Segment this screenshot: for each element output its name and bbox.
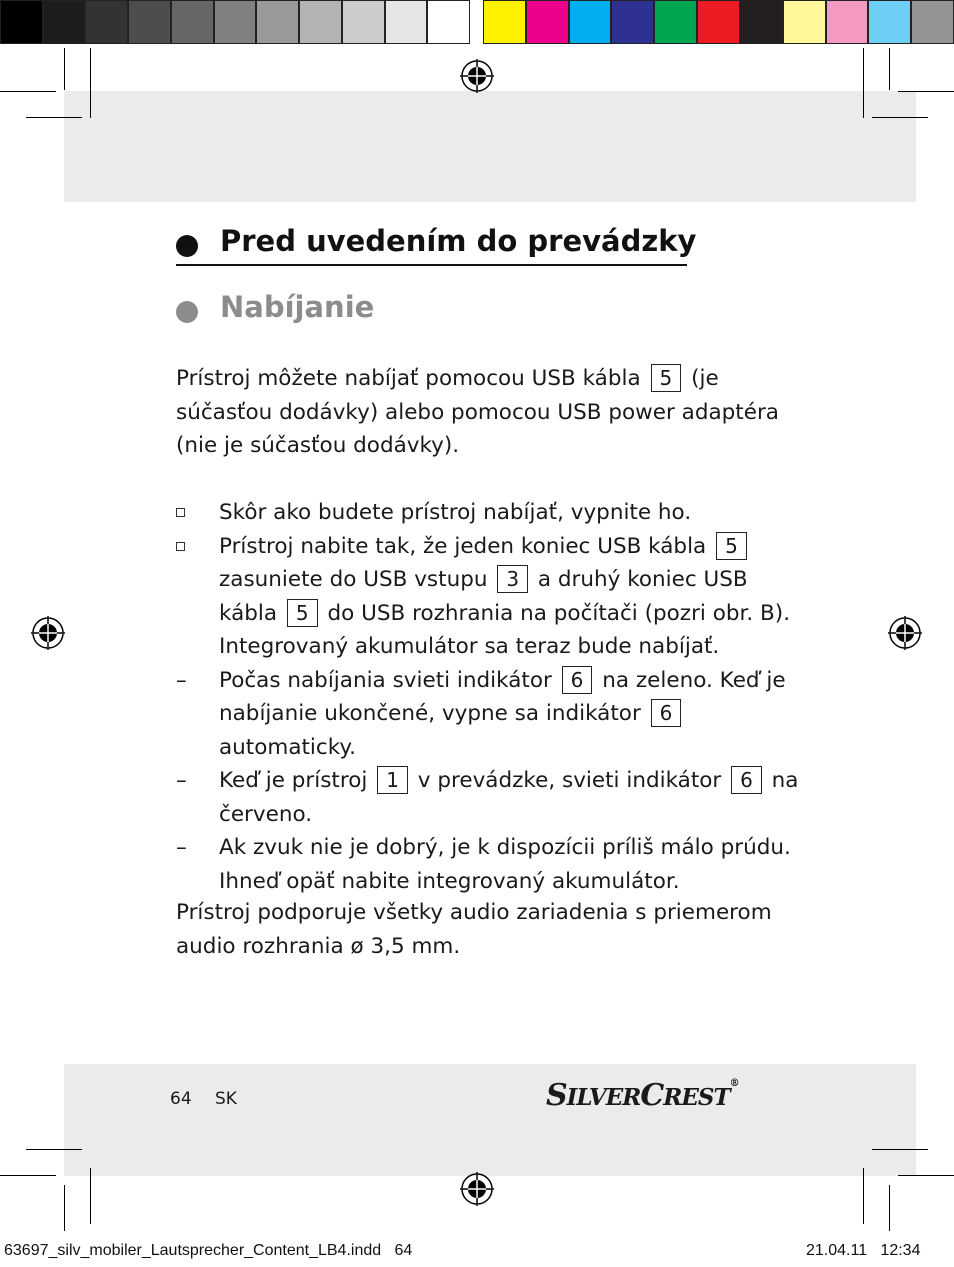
logo-letters: ILVER xyxy=(566,1084,641,1111)
intro-text: Prístroj môžete nabíjať pomocou USB kábla xyxy=(176,366,641,391)
crop-mark xyxy=(889,48,890,90)
crop-mark xyxy=(872,117,928,118)
crop-mark xyxy=(90,48,91,118)
closing-paragraph: Prístroj podporuje všetky audio zariadenia s priemerom audio rozhrania ø 3,5 mm. xyxy=(176,900,772,959)
color-swatch-bar xyxy=(483,0,954,46)
slug-file-info: 63697_silv_mobiler_Lautsprecher_Content_LB4.indd 64 xyxy=(4,1242,413,1259)
crop-mark xyxy=(863,48,864,118)
bullet-dot-icon xyxy=(176,301,198,323)
gray-swatch xyxy=(385,0,428,44)
color-swatch xyxy=(654,0,697,44)
gray-swatch xyxy=(43,0,86,44)
list-item-text: na červeno. xyxy=(219,768,799,827)
logo-letter: C xyxy=(640,1078,664,1113)
instruction-list xyxy=(176,496,806,898)
reference-number: 6 xyxy=(731,766,762,794)
color-swatch xyxy=(826,0,869,44)
list-item xyxy=(176,764,806,831)
list-item xyxy=(176,664,806,765)
bottom-gray-band xyxy=(64,1064,916,1176)
color-swatch xyxy=(697,0,740,44)
reference-number: 6 xyxy=(651,699,682,727)
list-item-text: na zeleno. Keď je nabíjanie ukončené, vypne sa indikátor xyxy=(219,667,786,726)
gray-swatch xyxy=(342,0,385,44)
gray-swatch xyxy=(171,0,214,44)
list-item-text: automaticky. xyxy=(219,734,356,760)
intro-paragraph xyxy=(176,362,796,463)
reference-number: 6 xyxy=(562,666,593,694)
registration-mark-icon xyxy=(460,59,494,93)
list-item-text: zasuniete do USB vstupu xyxy=(219,567,488,592)
crop-mark xyxy=(0,91,56,92)
bullet-dot-icon xyxy=(176,235,198,257)
subsection-heading-text: Nabíjanie xyxy=(220,290,375,324)
crop-mark xyxy=(90,1168,91,1224)
crop-mark xyxy=(889,1185,890,1231)
list-item-text: Počas nabíjania svieti indikátor xyxy=(219,667,552,693)
registration-mark-icon xyxy=(888,616,922,650)
crop-mark xyxy=(64,48,65,90)
registration-mark-icon xyxy=(31,616,65,650)
registration-mark-icon xyxy=(460,1172,494,1206)
crop-mark xyxy=(872,1149,928,1150)
color-swatch xyxy=(868,0,911,44)
page-number: 64 xyxy=(170,1089,192,1109)
checkbox-square-icon xyxy=(176,542,185,551)
color-swatch xyxy=(783,0,826,44)
silvercrest-logo xyxy=(546,1078,739,1113)
list-item-text: v prevádzke, svieti indikátor xyxy=(417,768,722,793)
gray-swatch xyxy=(0,0,43,44)
registered-mark: ® xyxy=(729,1078,739,1089)
section-heading-text: Pred uvedením do prevádzky xyxy=(220,224,697,258)
heading-underline xyxy=(176,264,687,266)
logo-letters: REST xyxy=(663,1084,730,1111)
gray-swatch xyxy=(128,0,171,44)
reference-number: 5 xyxy=(287,599,318,627)
intro-text: (je súčasťou dodávky) alebo pomocou USB power adaptéra (nie je súčasťou dodávky). xyxy=(176,366,779,458)
reference-number: 5 xyxy=(651,364,682,392)
dash-marker: – xyxy=(176,667,187,693)
slug-datetime: 21.04.11 12:34 xyxy=(806,1242,921,1259)
color-swatch xyxy=(740,0,783,44)
gray-swatch xyxy=(299,0,342,44)
list-item-text: Ak zvuk nie je dobrý, je k dispozícii príliš málo prúdu. Ihneď opäť nabite integrovaný akumulátor. xyxy=(219,835,791,894)
checkbox-square-icon xyxy=(176,508,185,517)
list-item-text: do USB rozhrania na počítači (pozri obr. B). Integrovaný akumulátor sa teraz bude nabíjať. xyxy=(219,600,791,659)
gray-swatch xyxy=(85,0,128,44)
gray-swatch xyxy=(256,0,299,44)
crop-mark xyxy=(64,1185,65,1231)
list-item xyxy=(176,496,806,530)
list-item xyxy=(176,831,806,898)
reference-number: 3 xyxy=(497,565,528,593)
crop-mark xyxy=(26,117,82,118)
crop-mark xyxy=(0,1175,56,1176)
reference-number: 1 xyxy=(377,766,408,794)
list-item-text: a druhý koniec USB kábla xyxy=(219,567,748,626)
gray-swatch xyxy=(214,0,257,44)
gray-swatch-bar xyxy=(0,0,470,46)
crop-mark xyxy=(898,91,954,92)
crop-mark xyxy=(863,1168,864,1224)
color-swatch xyxy=(611,0,654,44)
color-swatch xyxy=(526,0,569,44)
dash-marker: – xyxy=(176,768,187,793)
list-item xyxy=(176,530,806,664)
list-item-text: Prístroj nabite tak, že jeden koniec USB kábla xyxy=(219,533,707,559)
top-gray-band xyxy=(64,91,916,202)
logo-letter: S xyxy=(546,1078,567,1113)
language-code: SK xyxy=(215,1089,237,1109)
gray-swatch xyxy=(427,0,470,44)
list-item-text: Keď je prístroj xyxy=(219,768,368,793)
crop-mark xyxy=(26,1149,82,1150)
crop-mark xyxy=(898,1175,954,1176)
reference-number: 5 xyxy=(716,532,747,560)
color-swatch xyxy=(483,0,526,44)
dash-marker: – xyxy=(176,835,187,860)
color-swatch xyxy=(569,0,612,44)
color-swatch xyxy=(911,0,954,44)
list-item-text: Skôr ako budete prístroj nabíjať, vypnite ho. xyxy=(219,500,692,525)
